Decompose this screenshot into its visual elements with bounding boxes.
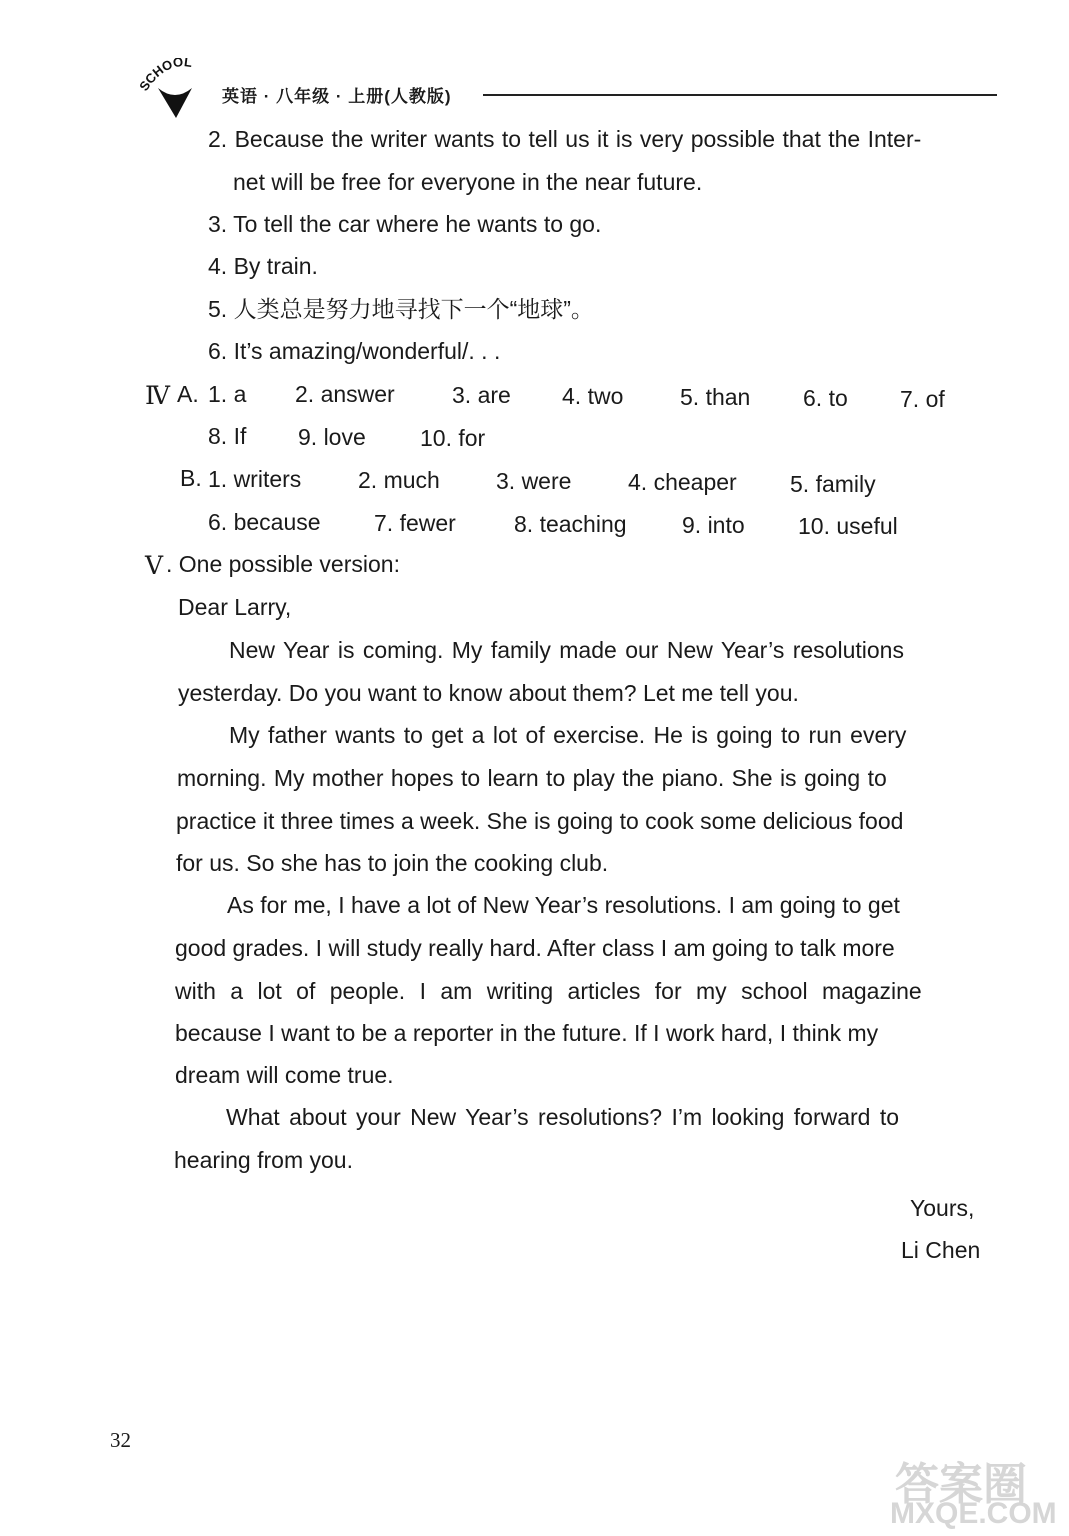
letter-closing: Yours, xyxy=(910,1195,975,1221)
letter-line: practice it three times a week. She is going to cook some delicious food xyxy=(176,808,904,834)
header-rule xyxy=(483,94,997,96)
letter-line: As for me, I have a lot of New Year’s resolutions. I am going to get xyxy=(227,892,900,918)
letter-line: My father wants to get a lot of exercise. He is going to run every xyxy=(229,722,907,748)
letter-line: because I want to be a reporter in the future. If I work hard, I think my xyxy=(175,1020,879,1046)
fill-answer: 8. If xyxy=(208,423,247,449)
watermark-logo: 答案圈 xyxy=(895,1460,1027,1509)
answer-line: 4. By train. xyxy=(208,253,318,279)
section-numeral-iv: Ⅳ xyxy=(145,383,170,410)
fill-answer: 4. two xyxy=(562,383,624,409)
page-number: 32 xyxy=(110,1428,131,1452)
letter-line: morning. My mother hopes to learn to play the piano. She is going to xyxy=(177,765,887,791)
fill-answer: 10. for xyxy=(420,425,486,451)
letter-line: What about your New Year’s resolutions? I’m looking forward to xyxy=(226,1104,900,1130)
school-logo xyxy=(140,58,210,120)
answer-line: 2. Because the writer wants to tell us it is very possible that the Inter- xyxy=(208,126,922,152)
fill-answer: 2. answer xyxy=(295,381,395,407)
section-intro: . One possible version: xyxy=(166,551,400,577)
letter-line: for us. So she has to join the cooking club. xyxy=(176,850,609,876)
fill-answer: 1. writers xyxy=(208,466,302,492)
fill-answer: 4. cheaper xyxy=(628,469,737,495)
fill-answer: 9. love xyxy=(298,424,366,450)
fill-answer: 9. into xyxy=(682,512,745,538)
answer-line: net will be free for everyone in the near future. xyxy=(233,169,703,195)
fill-answer: 5. than xyxy=(680,384,751,410)
header-title: 英语 · 八年级 · 上册(人教版) xyxy=(222,87,452,106)
fill-answer: 7. of xyxy=(900,386,945,412)
fill-answer: 2. much xyxy=(358,467,440,493)
watermark-url: MXQE.COM xyxy=(890,1497,1057,1530)
letter-salutation: Dear Larry, xyxy=(178,594,292,620)
fill-answer: 1. a xyxy=(208,381,247,407)
letter-line: dream will come true. xyxy=(175,1062,394,1088)
fill-answer: 5. family xyxy=(790,471,876,497)
section-numeral-v: Ⅴ xyxy=(145,553,164,580)
fill-answer: 8. teaching xyxy=(514,511,627,537)
letter-line: hearing from you. xyxy=(174,1147,353,1173)
letter-signature: Li Chen xyxy=(901,1237,981,1263)
fill-answer: 6. to xyxy=(803,385,848,411)
part-b-label: B. xyxy=(180,465,202,491)
letter-line: good grades. I will study really hard. After class I am going to talk more xyxy=(175,935,895,961)
answer-line: 3. To tell the car where he wants to go. xyxy=(208,211,602,237)
svg-text:SCHOOL: CHOOL xyxy=(141,58,194,87)
fill-answer: 3. are xyxy=(452,382,511,408)
answer-line: 6. It’s amazing/wonderful/. . . xyxy=(208,338,501,364)
letter-line: New Year is coming. My family made our New Year’s resolutions xyxy=(229,637,904,663)
fill-answer: 6. because xyxy=(208,509,321,535)
fill-answer: 3. were xyxy=(496,468,572,494)
answer-line: 5. 人类总是努力地寻找下一个“地球”。 xyxy=(208,296,594,322)
part-a-label: A. xyxy=(177,381,199,407)
school-logo-icon xyxy=(140,58,210,120)
letter-line: yesterday. Do you want to know about them? Let me tell you. xyxy=(178,680,799,706)
letter-line: with a lot of people. I am writing articles for my school magazine xyxy=(175,978,922,1004)
fill-answer: 7. fewer xyxy=(374,510,456,536)
fill-answer: 10. useful xyxy=(798,513,898,539)
